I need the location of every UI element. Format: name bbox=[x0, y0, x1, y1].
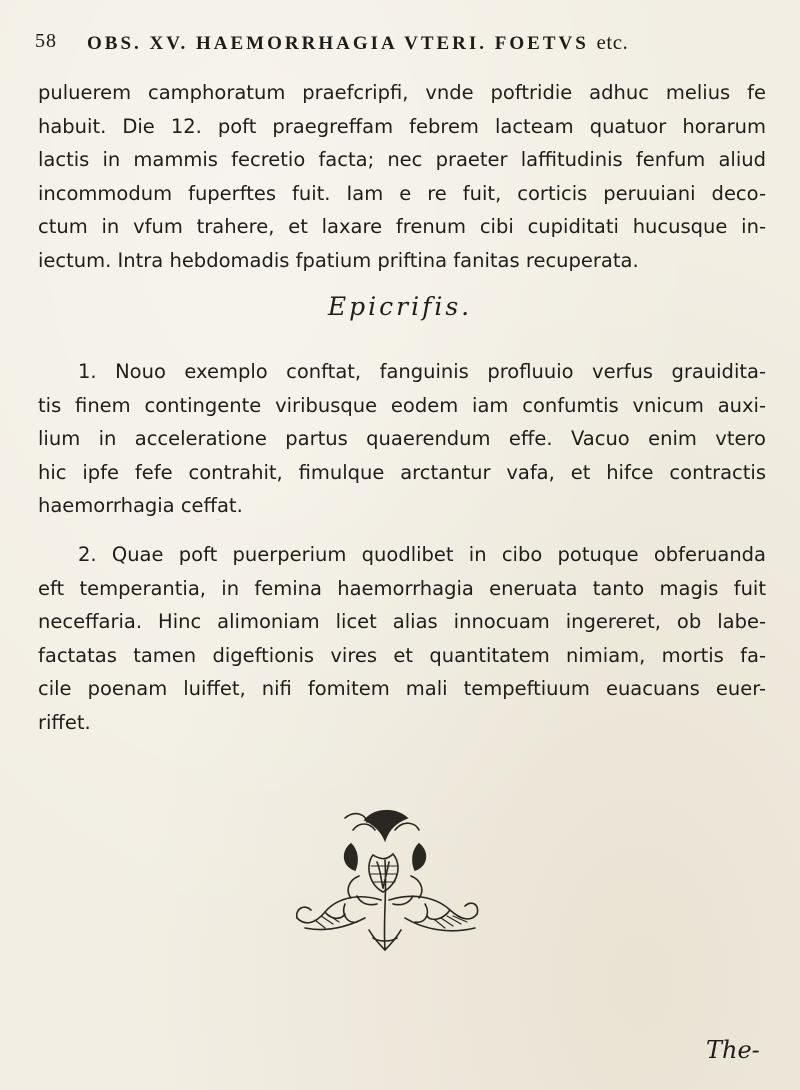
section-heading: Epicrifis. bbox=[327, 292, 473, 321]
paragraph-2 bbox=[38, 355, 766, 523]
paragraph-1 bbox=[38, 76, 766, 278]
paragraph-3 bbox=[38, 538, 766, 740]
paragraph-line: ctum in vfum trahere, et laxare frenum cibi cupiditati hucusque in- bbox=[38, 215, 766, 239]
paragraph-line: lium in acceleratione partus quaerendum effe. Vacuo enim vtero bbox=[38, 427, 766, 451]
catchword: The- bbox=[706, 1036, 760, 1064]
paragraph-line: eft temperantia, in femina haemorrhagia eneruata tanto magis fuit bbox=[38, 576, 766, 600]
paragraph-line: habuit. Die 12. poft praegreffam febrem lacteam quatuor horarum bbox=[38, 114, 766, 138]
running-head bbox=[35, 30, 765, 60]
paragraph-line: riffet. bbox=[38, 710, 91, 734]
paragraph-line: 1. Nouo exemplo conftat, fanguinis profluuio verfus grauidita- bbox=[78, 360, 766, 383]
paragraph-line: factatas tamen digeftionis vires et quantitatem nimiam, mortis fa- bbox=[38, 643, 766, 667]
paragraph-line: lactis in mammis fecretio facta; nec praeter laffitudinis fenfum aliud bbox=[38, 148, 766, 172]
paragraph-line: cile poenam luiffet, nifi fomitem mali tempeftiuum euacuans euer- bbox=[38, 677, 766, 701]
paragraph-line: tis finem contingente viribusque eodem iam confumtis vnicum auxi- bbox=[38, 393, 766, 417]
paragraph-line: puluerem camphoratum praefcripfi, vnde poftridie adhuc melius fe bbox=[38, 81, 766, 104]
floral-tailpiece-icon bbox=[285, 800, 485, 960]
page-number: 58 bbox=[35, 30, 57, 52]
running-title-suffix: etc. bbox=[596, 30, 629, 54]
running-title bbox=[87, 30, 628, 55]
paragraph-line: 2. Quae poft puerperium quodlibet in cibo potuque obferuanda bbox=[78, 543, 766, 566]
paragraph-line: incommodum fuperftes fuit. Iam e re fuit, corticis peruuiani deco- bbox=[38, 181, 766, 205]
paragraph-line: iectum. Intra hebdomadis fpatium priftina fanitas recuperata. bbox=[38, 248, 639, 272]
paragraph-line: hic ipfe fefe contrahit, fimulque arctantur vafa, et hifce contractis bbox=[38, 460, 766, 484]
running-title-main: OBS. XV. HAEMORRHAGIA VTERI. FOETVS bbox=[87, 33, 589, 54]
paragraph-line: haemorrhagia ceffat. bbox=[38, 494, 243, 518]
paragraph-line: neceffaria. Hinc alimoniam licet alias innocuam ingereret, ob labe- bbox=[38, 610, 766, 634]
